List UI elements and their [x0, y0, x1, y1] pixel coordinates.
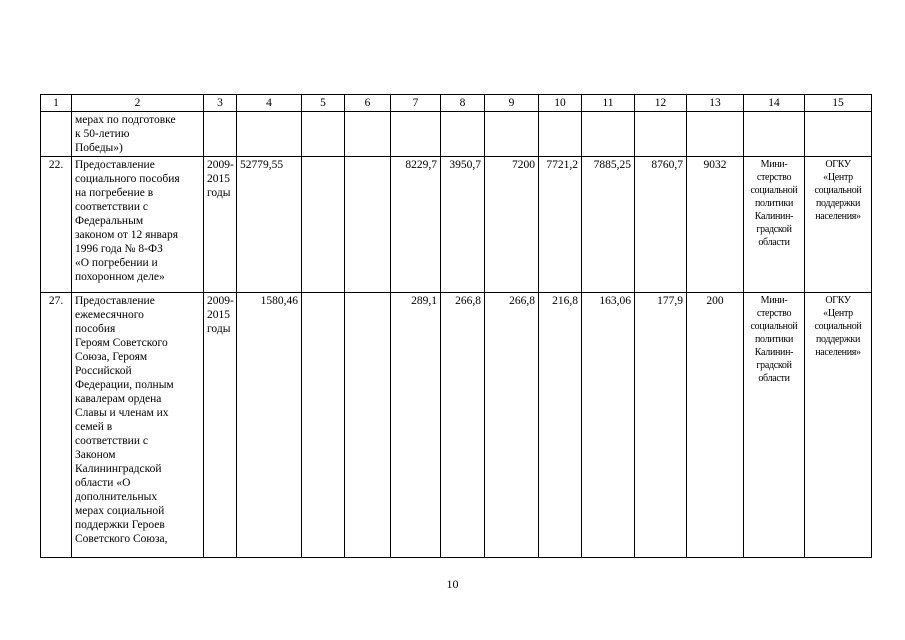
measure-name: Предоставление социального пособия на погребение в соответствии с Федеральным законом от 12 января 1996 года № 8-ФЗ «О погребении и похоронном деле»	[72, 157, 204, 293]
header-cell: 13	[687, 95, 744, 112]
period-cell: 2009- 2015 годы	[204, 293, 237, 558]
header-cell: 5	[302, 95, 345, 112]
value-cell: 266,8	[441, 293, 485, 558]
value-cell	[539, 112, 582, 157]
total-cell: 1580,46	[237, 293, 302, 558]
value-cell	[345, 157, 391, 293]
responsible-cell: Мини- стерство социальной политики Калинин- градской области	[744, 157, 805, 293]
value-cell	[582, 112, 635, 157]
header-cell: 11	[582, 95, 635, 112]
value-cell: 7200	[485, 157, 539, 293]
header-cell: 2	[72, 95, 204, 112]
header-cell: 6	[345, 95, 391, 112]
header-cell: 14	[744, 95, 805, 112]
page-number: 10	[446, 577, 459, 591]
row-number: 27.	[41, 293, 72, 558]
value-cell: 266,8	[485, 293, 539, 558]
value-cell: 3950,7	[441, 157, 485, 293]
header-cell: 1	[41, 95, 72, 112]
header-cell: 15	[805, 95, 872, 112]
value-cell: 7721,2	[539, 157, 582, 293]
value-cell	[391, 112, 441, 157]
total-cell: 52779,55	[237, 157, 302, 293]
value-cell	[302, 293, 345, 558]
value-cell: 9032	[687, 157, 744, 293]
table-row	[41, 112, 872, 157]
header-cell: 10	[539, 95, 582, 112]
responsible-cell	[744, 112, 805, 157]
value-cell	[441, 112, 485, 157]
executor-cell: ОГКУ «Центр социальной поддержки населения»	[805, 157, 872, 293]
value-cell: 8760,7	[635, 157, 687, 293]
header-cell: 3	[204, 95, 237, 112]
executor-cell	[805, 112, 872, 157]
header-cell: 9	[485, 95, 539, 112]
row-number: 22.	[41, 157, 72, 293]
value-cell: 7885,25	[582, 157, 635, 293]
header-cell: 7	[391, 95, 441, 112]
value-cell: 216,8	[539, 293, 582, 558]
value-cell: 289,1	[391, 293, 441, 558]
value-cell	[485, 112, 539, 157]
value-cell	[302, 157, 345, 293]
value-cell	[635, 112, 687, 157]
period-cell	[204, 112, 237, 157]
value-cell: 177,9	[635, 293, 687, 558]
period-cell: 2009- 2015 годы	[204, 157, 237, 293]
row-number	[41, 112, 72, 157]
value-cell: 163,06	[582, 293, 635, 558]
header-row	[41, 95, 872, 112]
measure-name: Предоставление ежемесячного пособия Героям Советского Союза, Героям Российской Федерации, полным кавалерам ордена Славы и членам их семей в соответствии с Законом Калининградской области «О дополнительных мерах социальной поддержки Героев Советского Союза,	[72, 293, 204, 558]
budget-table	[40, 94, 872, 558]
header-cell: 8	[441, 95, 485, 112]
table-row	[41, 157, 872, 293]
measure-name: мерах по подготовке к 50-летию Победы»)	[72, 112, 204, 157]
value-cell	[302, 112, 345, 157]
value-cell: 200	[687, 293, 744, 558]
value-cell	[687, 112, 744, 157]
value-cell: 8229,7	[391, 157, 441, 293]
value-cell	[345, 112, 391, 157]
table-row	[41, 293, 872, 558]
responsible-cell: Мини- стерство социальной политики Калинин- градской области	[744, 293, 805, 558]
value-cell	[345, 293, 391, 558]
header-cell: 12	[635, 95, 687, 112]
total-cell	[237, 112, 302, 157]
executor-cell: ОГКУ «Центр социальной поддержки населения»	[805, 293, 872, 558]
header-cell: 4	[237, 95, 302, 112]
